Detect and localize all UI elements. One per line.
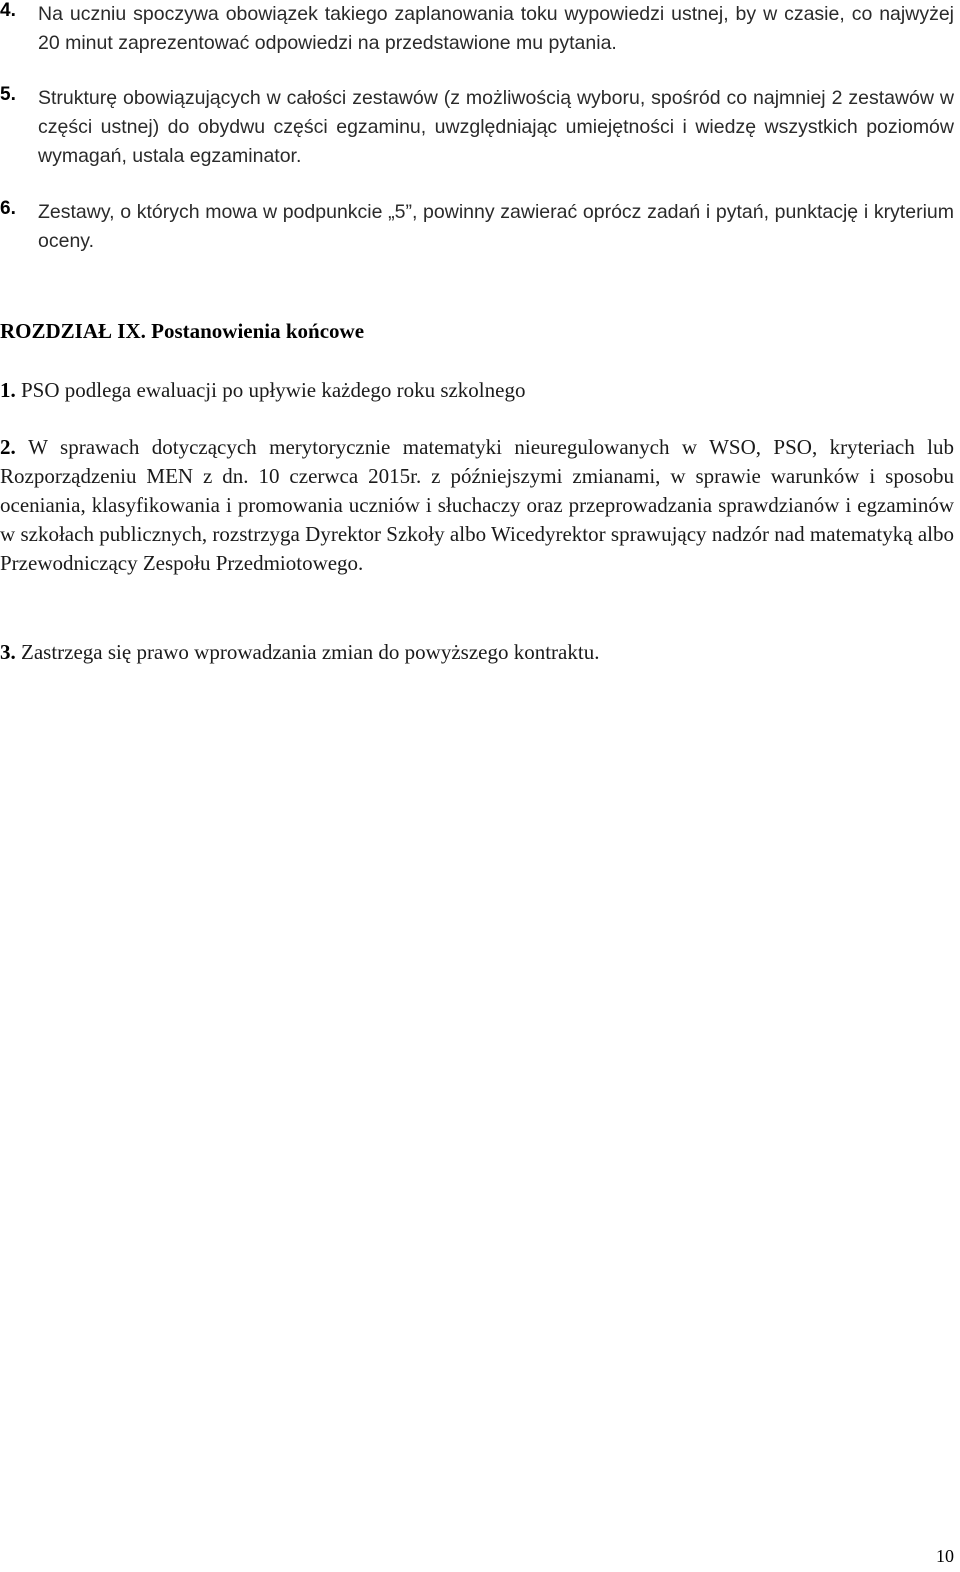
final-point-1 bbox=[0, 376, 954, 405]
point-number: 3. bbox=[0, 640, 21, 664]
point-number: 4. bbox=[0, 0, 16, 21]
page-number: 10 bbox=[936, 1546, 954, 1566]
point-text: Na uczniu spoczywa obowiązek takiego zaplanowania toku wypowiedzi ustnej, by w czasie, co najwyżej 20 minut zaprezentować odpowiedzi na przedstawione mu pytania. bbox=[38, 3, 954, 54]
chapter-heading: ROZDZIAŁ IX. Postanowienia końcowe bbox=[0, 319, 365, 343]
point-number: 6. bbox=[0, 198, 16, 219]
point-6 bbox=[0, 198, 954, 256]
point-5 bbox=[0, 84, 954, 171]
final-point-2 bbox=[0, 433, 954, 578]
point-text: PSO podlega ewaluacji po upływie każdego roku szkolnego bbox=[21, 378, 526, 402]
final-point-3 bbox=[0, 638, 954, 667]
point-text: Strukturę obowiązujących w całości zestawów (z możliwością wyboru, spośród co najmniej 2 zestawów w części ustnej) do obydwu części egzaminu, uwzględniając umiejętności i wiedzę wszystkich poziomów wymagań, ustala egzaminator. bbox=[38, 87, 954, 167]
point-number: 2. bbox=[0, 435, 29, 459]
point-number: 5. bbox=[0, 84, 16, 105]
point-4 bbox=[0, 0, 954, 58]
point-text: Zestawy, o których mowa w podpunkcie „5”, powinny zawierać oprócz zadań i pytań, punktację i kryterium oceny. bbox=[38, 201, 954, 252]
point-text: Zastrzega się prawo wprowadzania zmian do powyższego kontraktu. bbox=[21, 640, 600, 664]
point-number: 1. bbox=[0, 378, 21, 402]
point-text: W sprawach dotyczących merytorycznie matematyki nieuregulowanych w WSO, PSO, kryteriach lub Rozporządzeniu MEN z dn. 10 czerwca 2015r. z późniejszymi zmianami, w sprawie warunków i sposobu oceniania, klasyfikowania i promowania uczniów i słuchaczy oraz przeprowadzania sprawdzianów i egzaminów w szkołach publicznych, rozstrzyga Dyrektor Szkoły albo Wicedyrektor sprawujący nadzór nad matematyką albo Przewodniczący Zespołu Przedmiotowego. bbox=[0, 435, 954, 575]
